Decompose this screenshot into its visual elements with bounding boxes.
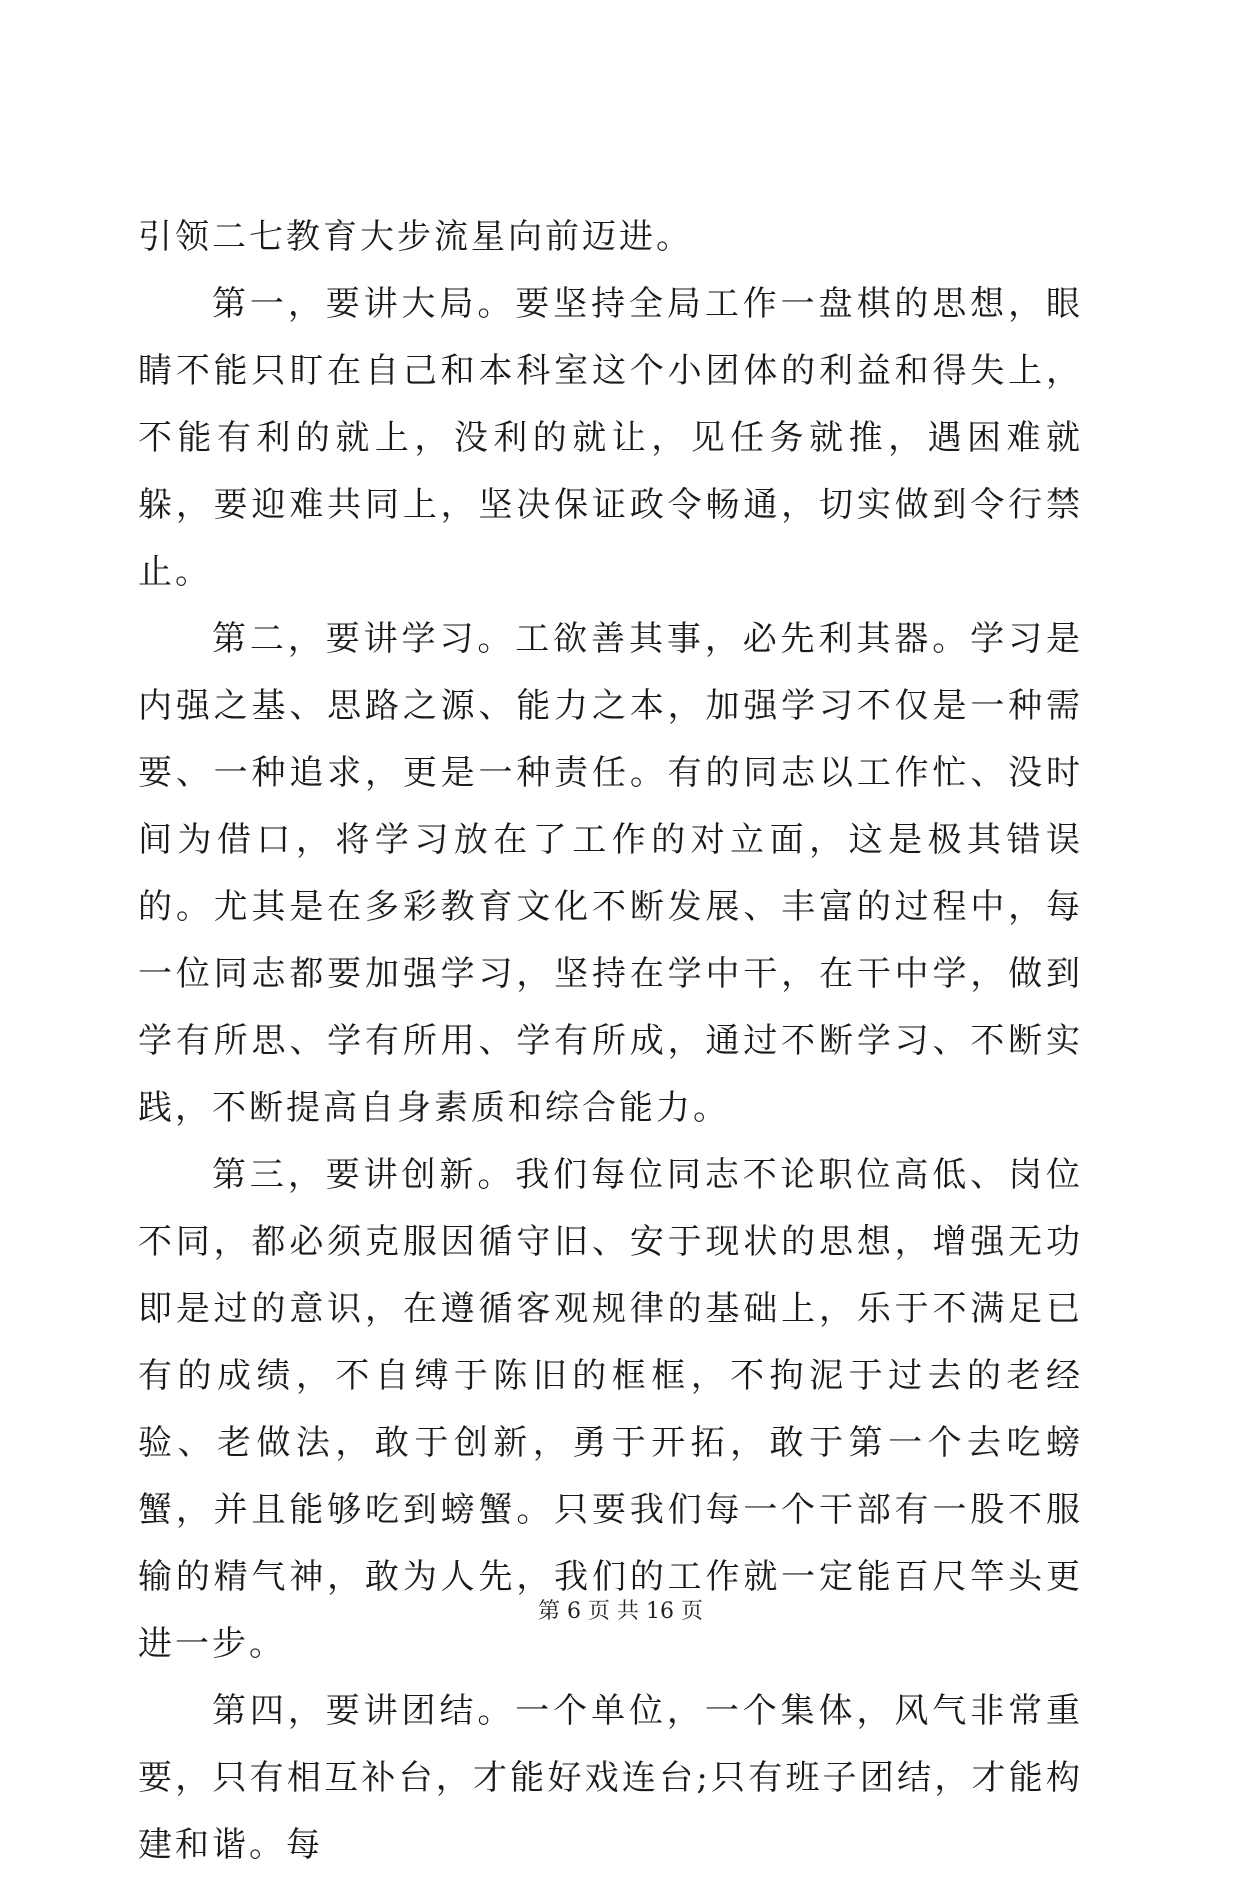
paragraph-continuation: 引领二七教育大步流星向前迈进。 bbox=[138, 217, 693, 257]
page-number-footer: 第 6 页 共 16 页 bbox=[538, 1599, 703, 1624]
paragraph-third-point: 第三，要讲创新。我们每位同志不论职位高低、岗位不同，都必须克服因循守旧、安于现状的思想，增强无功即是过的意识，在遵循客观规律的基础上，乐于不满足已有的成绩，不自缚于陈旧的框框，不拘泥于过去的老经验、老做法，敢于创新，勇于开拓，敢于第一个去吃螃蟹，并且能够吃到螃蟹。只要我们每一个干部有一股不服输的精气神，敢为人先，我们的工作就一定能百尺竿头更进一步。 bbox=[138, 1155, 1083, 1664]
paragraph-first-point: 第一，要讲大局。要坚持全局工作一盘棋的思想，眼睛不能只盯在自己和本科室这个小团体的利益和得失上，不能有利的就上，没利的就让，见任务就推，遇困难就躲，要迎难共同上，坚决保证政令畅通，切实做到令行禁止。 bbox=[138, 284, 1083, 592]
paragraph-second-point: 第二，要讲学习。工欲善其事，必先利其器。学习是内强之基、思路之源、能力之本，加强学习不仅是一种需要、一种追求，更是一种责任。有的同志以工作忙、没时间为借口，将学习放在了工作的对立面，这是极其错误的。尤其是在多彩教育文化不断发展、丰富的过程中，每一位同志都要加强学习，坚持在学中干，在干中学，做到学有所思、学有所用、学有所成，通过不断学习、不断实践，不断提高自身素质和综合能力。 bbox=[138, 619, 1083, 1128]
paragraph-fourth-point: 第四，要讲团结。一个单位，一个集体，风气非常重要，只有相互补台，才能好戏连台;只有班子团结，才能构建和谐。每 bbox=[138, 1691, 1083, 1865]
document-body bbox=[138, 204, 1083, 1879]
